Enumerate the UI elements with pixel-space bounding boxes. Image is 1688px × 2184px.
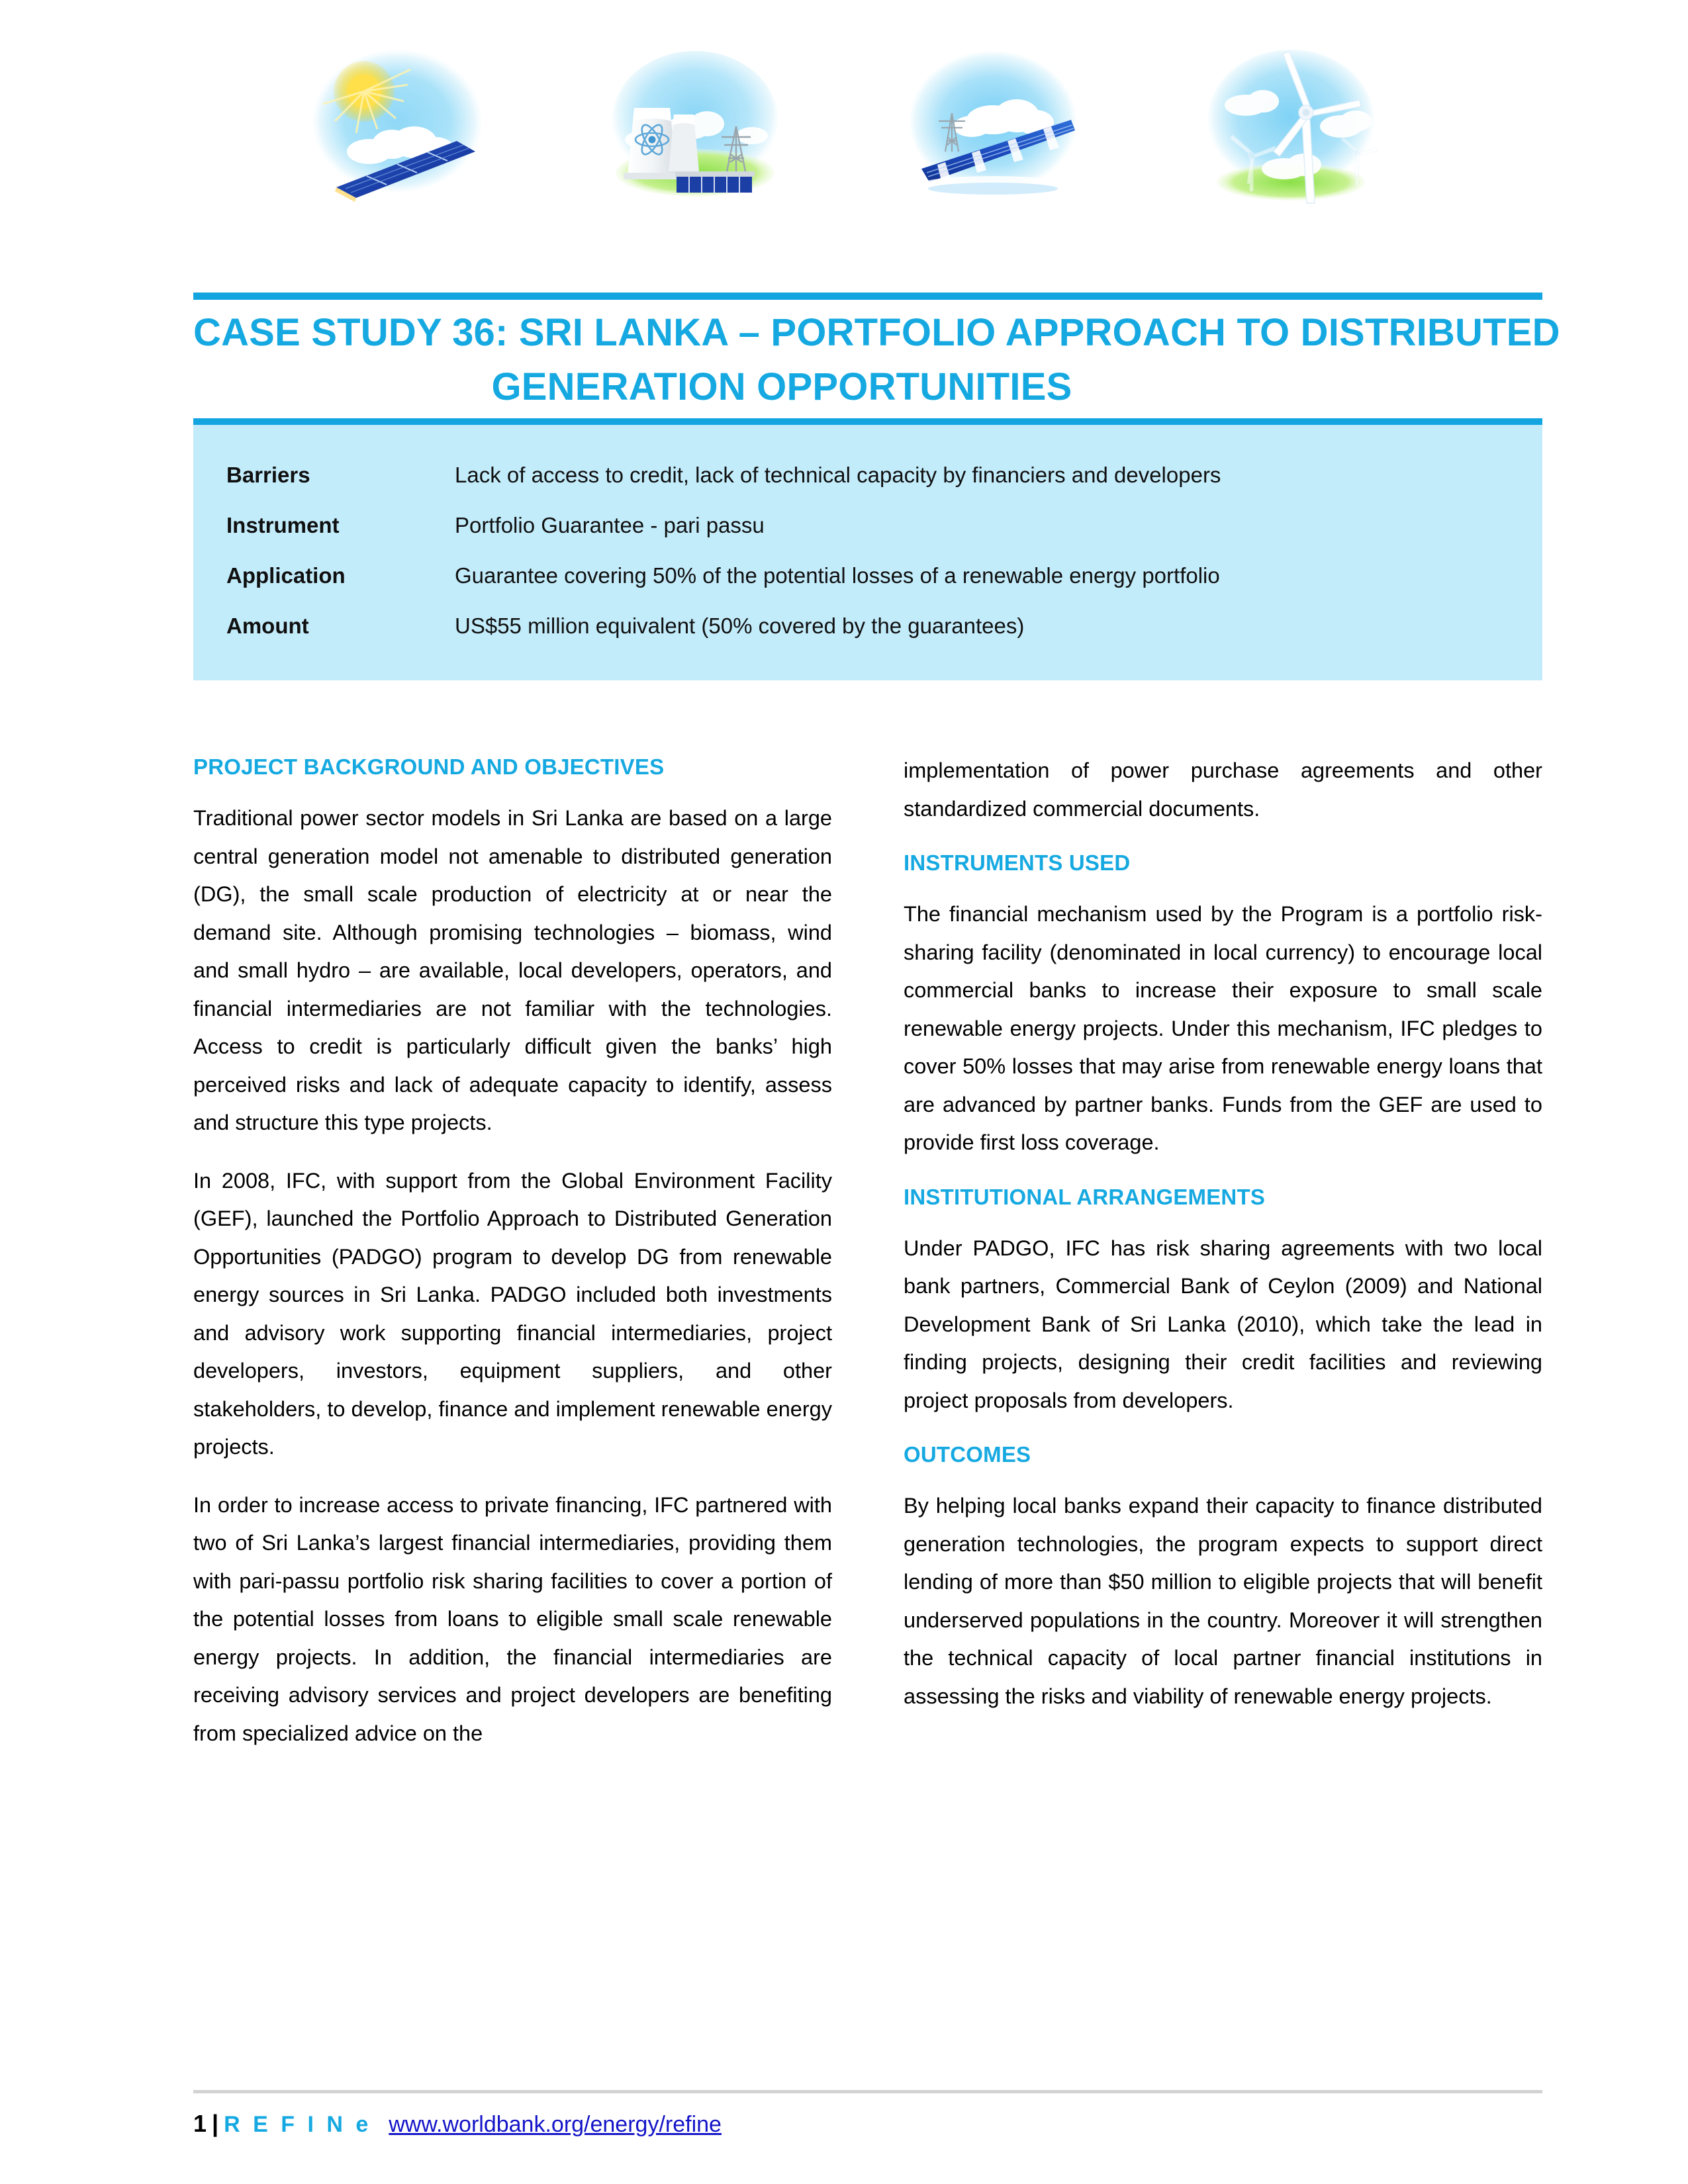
heading-instruments-used: INSTRUMENTS USED	[904, 850, 1131, 875]
heading-outcomes: OUTCOMES	[904, 1442, 1031, 1467]
footer-page-number: 1	[193, 2110, 207, 2137]
body-content	[193, 752, 1542, 1752]
footer-separator: |	[212, 2110, 219, 2137]
info-value-barriers: Lack of access to credit, lack of technical capacity by financiers and developers	[455, 463, 1221, 487]
wind-turbines-icon	[1192, 22, 1390, 214]
info-label-barriers: Barriers	[226, 463, 310, 487]
info-value-application: Guarantee covering 50% of the potential losses of a renewable energy portfolio	[455, 563, 1220, 588]
paragraph-background-1: Traditional power sector models in Sri Lanka are based on a large central generation model not amenable to distributed generation (DG), the small scale production of electricity at or near the demand site. Although promising technologies – biomass, wind and small hydro – are available, local developers, operators, and financial intermediaries are not familiar with the technologies. Access to credit is particularly difficult given the banks’ high perceived risks and lack of adequate capacity to identify, assess and structure this type projects.	[193, 806, 832, 1134]
heading-project-background: PROJECT BACKGROUND AND OBJECTIVES	[193, 754, 665, 779]
page-title	[193, 306, 1560, 414]
page-title-line-1: CASE STUDY 36: SRI LANKA – PORTFOLIO APPROACH TO DISTRIBUTED	[193, 311, 1560, 354]
table-row	[193, 500, 1542, 551]
footer-brand-refine: R E F I N e	[224, 2112, 372, 2137]
solar-panel-sun-icon	[298, 22, 496, 214]
paragraph-instruments-used: The financial mechanism used by the Program is a portfolio risk-sharing facility (denominated in local currency) to encourage local commercial banks to increase their exposure to small scale renewable energy projects. Under this mechanism, IFC pledges to cover 50% losses that may arise from renewable energy loans that are advanced by partner banks. Funds from the GEF are used to provide first loss coverage.	[904, 902, 1542, 1154]
paragraph-background-continuation: implementation of power purchase agreements and other standardized commercial documents.	[904, 758, 1542, 821]
right-column	[904, 752, 1542, 1752]
paragraph-outcomes: By helping local banks expand their capacity to finance distributed generation technologies, the program expects to support direct lending of more than $50 million to eligible projects that will benefit underserved populations in the country. Moreover it will strengthen the technical capacity of local partner financial institutions in assessing the risks and viability of renewable energy projects.	[904, 1494, 1542, 1708]
info-label-instrument: Instrument	[226, 513, 340, 537]
info-value-instrument: Portfolio Guarantee - pari passu	[455, 513, 765, 537]
table-row	[193, 450, 1542, 500]
info-table-top-rule	[193, 418, 1542, 425]
header-banner	[0, 19, 1688, 217]
info-table	[193, 425, 1542, 680]
footer-rule	[193, 2090, 1542, 2093]
table-row	[193, 551, 1542, 601]
paragraph-background-2: In 2008, IFC, with support from the Global Environment Facility (GEF), launched the Portfolio Approach to Distributed Generation Opportunities (PADGO) program to develop DG from renewable energy sources in Sri Lanka. PADGO included both investments and advisory work supporting financial intermediaries, project developers, investors, equipment suppliers, and other stakeholders, to develop, finance and implement renewable energy projects.	[193, 1168, 832, 1459]
left-column	[193, 752, 832, 1752]
hydro-dam-icon	[894, 22, 1092, 214]
paragraph-background-3: In order to increase access to private financing, IFC partnered with two of Sri Lanka’s largest financial intermediaries, providing them with pari-passu portfolio risk sharing facilities to cover a portion of the potential losses from loans to eligible small scale renewable energy projects. In addition, the financial intermediaries are receiving advisory services and project developers are benefiting from specialized advice on the	[193, 1492, 832, 1745]
nuclear-plant-solar-icon	[596, 22, 794, 214]
page-title-line-2: GENERATION OPPORTUNITIES	[491, 365, 1072, 408]
page-footer	[193, 2110, 722, 2138]
title-top-rule	[193, 293, 1542, 300]
footer-website-link[interactable]: www.worldbank.org/energy/refine	[389, 2112, 722, 2137]
info-label-application: Application	[226, 563, 346, 588]
info-label-amount: Amount	[226, 614, 309, 638]
heading-institutional-arrangements: INSTITUTIONAL ARRANGEMENTS	[904, 1184, 1266, 1209]
paragraph-institutional-arrangements: Under PADGO, IFC has risk sharing agreements with two local bank partners, Commercial Bank of Ceylon (2009) and National Development Bank of Sri Lanka (2010), which take the lead in finding projects, designing their credit facilities and reviewing project proposals from developers.	[904, 1236, 1542, 1412]
info-value-amount: US$55 million equivalent (50% covered by the guarantees)	[455, 614, 1025, 638]
table-row	[193, 601, 1542, 651]
